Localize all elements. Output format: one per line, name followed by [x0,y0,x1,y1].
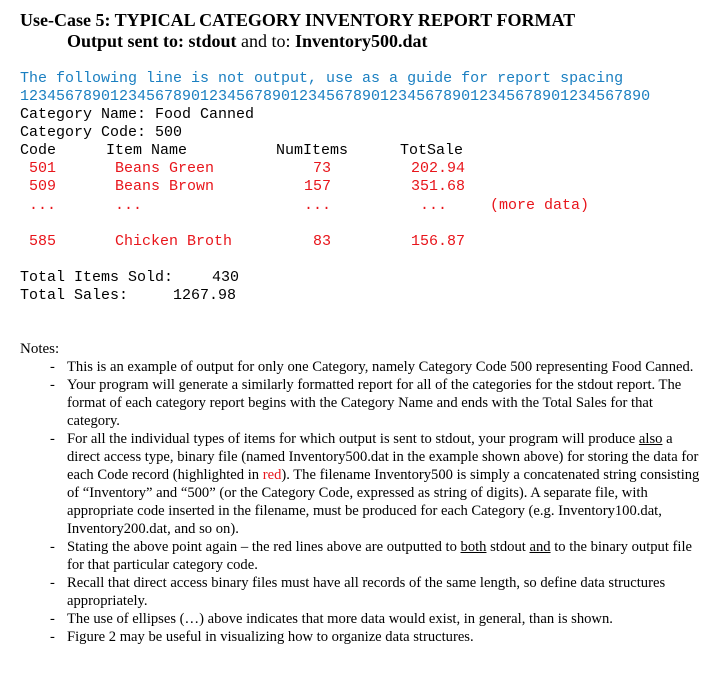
more-data-note: (more data) [490,197,590,214]
row-item-name: Chicken Broth [115,233,233,250]
note-item: - The use of ellipses (…) above indicates that more data would exist, in general, than is shown. [50,610,700,628]
note-item: - Your program will generate a similarly formatted report for all of the categories for the stdout report. The format of each category report begins with the Category Name and ends with the Total Sales for that category. [50,376,700,430]
notes-list [50,358,700,646]
output-and-to: and to: [236,31,296,51]
note-item: - Figure 2 may be useful in visualizing how to organize data structures. [50,628,700,646]
page-title: Use-Case 5: TYPICAL CATEGORY INVENTORY REPORT FORMAT [20,10,576,30]
column-header-numitems: NumItems [276,142,349,159]
category-code-line: Category Code: 500 [20,124,183,141]
row-code: 585 [29,233,57,250]
row-num-items: 157 [304,178,332,195]
row-num-ellipsis: ... [304,197,332,214]
row-code-ellipsis: ... [29,197,57,214]
row-tot-sale: 351.68 [411,178,466,195]
note-item: - Stating the above point again – the red lines above are outputted to both stdout and to the binary output file for that particular category code. [50,538,700,574]
row-code: 501 [29,160,57,177]
row-code: 509 [29,178,57,195]
column-header-totsale: TotSale [400,142,464,159]
total-items-label: Total Items Sold: [20,269,174,286]
row-tot-sale: 202.94 [411,160,466,177]
output-stdout: Output sent to: stdout [67,31,237,51]
guide-ruler: 1234567890123456789012345678901234567890123456789012345678901234567890 [20,88,651,105]
note-item: - Recall that direct access binary files must have all records of the same length, so define data structures appropriately. [50,574,700,610]
output-destination [67,31,428,51]
category-name-line: Category Name: Food Canned [20,106,255,123]
total-sales-value: 1267.98 [173,287,237,304]
column-header-code: Code [20,142,57,159]
total-items-value: 430 [212,269,240,286]
row-item-name: Beans Brown [115,178,215,195]
row-num-items: 83 [313,233,332,250]
total-sales-label: Total Sales: [20,287,129,304]
note-item: - For all the individual types of items for which output is sent to stdout, your program will produce also a direct access type, binary file (named Inventory500.dat in the example shown above) for storing the data for each Code record (highlighted in red). The filename Inventory500 is simply a concatenated string consisting of “Inventory” and “500” (or the Category Code, expressed as string of digits). A separate file, with appropriate code inserted in the filename, must be produced for each Category (e.g. Inventory100.dat, Inventory200.dat, and so on). [50,430,700,538]
row-sale-ellipsis: ... [420,197,448,214]
row-num-items: 73 [313,160,332,177]
output-filename: Inventory500.dat [295,31,428,51]
row-item-name: Beans Green [115,160,215,177]
note-item: - This is an example of output for only one Category, namely Category Code 500 representing Food Canned. [50,358,700,376]
note-red-highlight: red [262,467,282,483]
row-name-ellipsis: ... [115,197,143,214]
note-both-underlined: both [460,539,487,555]
note-and-underlined: and [529,539,551,555]
notes-heading: Notes: [20,341,60,357]
guide-text: The following line is not output, use as a guide for report spacing [20,70,624,87]
note-also-underlined: also [638,431,663,447]
column-header-item-name: Item Name [106,142,188,159]
row-tot-sale: 156.87 [411,233,466,250]
